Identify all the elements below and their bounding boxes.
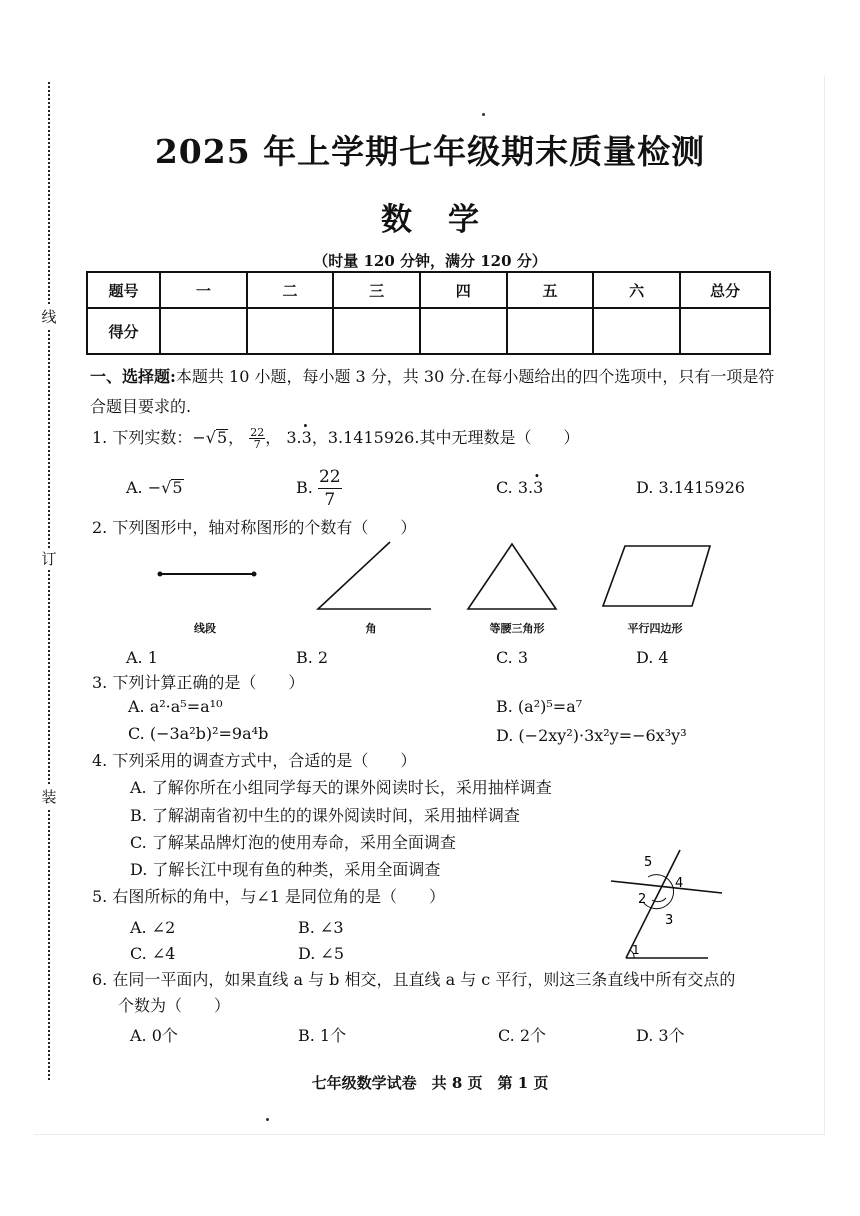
q5-option-d[interactable]: D. ∠5 bbox=[298, 944, 345, 963]
q3-option-d[interactable]: D. (−2xy²)·3x²y=−6x³y³ bbox=[496, 726, 687, 745]
q3-option-a[interactable]: A. a²·a⁵=a¹⁰ bbox=[128, 697, 223, 716]
figure-label-angle: 角 bbox=[365, 622, 377, 635]
q6-option-c[interactable]: C. 2个 bbox=[498, 1026, 547, 1045]
score-table bbox=[86, 271, 771, 355]
binding-mark-order: 订 bbox=[41, 550, 57, 568]
question-5-stem: 5. 右图所标的角中，与∠1 是同位角的是（ ） bbox=[92, 887, 446, 906]
angle-label-5: 5 bbox=[644, 855, 653, 870]
q2-option-b[interactable]: B. 2 bbox=[296, 648, 329, 667]
question-1-prefix: 下列实数： bbox=[112, 428, 193, 447]
exam-time-note: （时量 120 分钟，满分 120 分） bbox=[313, 252, 547, 270]
q6-option-b[interactable]: B. 1个 bbox=[298, 1026, 347, 1045]
question-1-stem: 1. 下列实数：−√5， $\frac{22}{7}$ ， 3.· 3，3.1415926.其中无理数是（ ） bbox=[92, 426, 579, 450]
section-1-heading: 一、选择题: bbox=[90, 367, 176, 386]
score-cell[interactable] bbox=[160, 308, 247, 354]
section-1-text: 本题共 10 小题，每小题 3 分，共 30 分.在每小题给出的四个选项中，只有一项是符合题目要求的. bbox=[90, 367, 775, 416]
angle-figure bbox=[318, 542, 431, 609]
q5-option-c[interactable]: C. ∠4 bbox=[130, 944, 176, 963]
score-col-6: 六 bbox=[593, 272, 680, 308]
q1-item-repeating: 3.· 3 bbox=[286, 428, 311, 447]
exam-subject: 数学 bbox=[381, 202, 515, 238]
q1-option-c[interactable]: C. 3.· 3 bbox=[496, 476, 543, 500]
score-col-4: 四 bbox=[420, 272, 507, 308]
figure-label-segment: 线段 bbox=[194, 622, 216, 635]
angle-label-2: 2 bbox=[638, 892, 647, 907]
q4-option-a[interactable]: A. 了解你所在小组同学每天的课外阅读时长，采用抽样调查 bbox=[130, 778, 552, 797]
q2-option-a[interactable]: A. 1 bbox=[126, 648, 158, 667]
q1-option-d[interactable]: D. 3.1415926 bbox=[636, 478, 745, 497]
angle-label-4: 4 bbox=[675, 876, 684, 891]
q2-figures bbox=[150, 536, 730, 616]
score-cell[interactable] bbox=[680, 308, 770, 354]
score-col-5: 五 bbox=[507, 272, 594, 308]
question-3-stem: 3. 下列计算正确的是（ ） bbox=[92, 673, 305, 692]
figure-label-parallelogram: 平行四边形 bbox=[627, 622, 683, 635]
scan-speck bbox=[266, 1118, 269, 1121]
q5-angle-figure bbox=[608, 846, 738, 961]
binding-mark-bind: 装 bbox=[41, 788, 57, 806]
score-col-total: 总分 bbox=[680, 272, 770, 308]
q2-option-d[interactable]: D. 4 bbox=[636, 648, 669, 667]
q4-option-b[interactable]: B. 了解湖南省初中生的的课外阅读时间，采用抽样调查 bbox=[130, 806, 520, 825]
score-cell[interactable] bbox=[420, 308, 507, 354]
score-cell[interactable] bbox=[333, 308, 420, 354]
q1-item-fraction: $\frac{22}{7}$ bbox=[250, 426, 265, 451]
score-cell[interactable] bbox=[507, 308, 594, 354]
question-2-stem: 2. 下列图形中，轴对称图形的个数有（ ） bbox=[92, 518, 417, 537]
angle-label-3: 3 bbox=[665, 913, 674, 928]
q4-option-c[interactable]: C. 了解某品牌灯泡的使用寿命，采用全面调查 bbox=[130, 833, 456, 852]
score-cell[interactable] bbox=[593, 308, 680, 354]
q3-option-b[interactable]: B. (a²)⁵=a⁷ bbox=[496, 697, 583, 716]
q1-item-pi-approx: 3.1415926 bbox=[327, 428, 415, 447]
isosceles-triangle-figure bbox=[468, 544, 556, 609]
scan-speck bbox=[482, 113, 485, 116]
score-cell[interactable] bbox=[247, 308, 334, 354]
binding-mark-line: 线 bbox=[41, 308, 57, 326]
score-table-header-number: 题号 bbox=[87, 272, 160, 308]
q6-option-a[interactable]: A. 0个 bbox=[130, 1026, 178, 1045]
parallelogram-figure bbox=[603, 546, 710, 606]
question-6-stem-line-2: 个数为（ ） bbox=[118, 996, 231, 1015]
score-col-2: 二 bbox=[247, 272, 334, 308]
q5-option-b[interactable]: B. ∠3 bbox=[298, 918, 344, 937]
q1-option-a[interactable]: A. −√5 bbox=[126, 478, 183, 497]
q1-option-b[interactable]: B. $\frac{22}{7}$ bbox=[296, 467, 341, 510]
q2-option-c[interactable]: C. 3 bbox=[496, 648, 529, 667]
score-col-3: 三 bbox=[333, 272, 420, 308]
angle-label-1: 1 bbox=[632, 943, 640, 957]
q1-item-radicand: 5 bbox=[216, 428, 228, 447]
question-4-stem: 4. 下列采用的调查方式中，合适的是（ ） bbox=[92, 751, 417, 770]
page-footer: 七年级数学试卷 共 8 页 第 1 页 bbox=[311, 1074, 549, 1092]
q3-option-c[interactable]: C. (−3a²b)²=9a⁴b bbox=[128, 724, 269, 743]
question-1-suffix: .其中无理数是（ ） bbox=[414, 428, 580, 447]
figure-label-isosceles-triangle: 等腰三角形 bbox=[489, 622, 545, 635]
q5-option-a[interactable]: A. ∠2 bbox=[130, 918, 176, 937]
q6-option-d[interactable]: D. 3个 bbox=[636, 1026, 685, 1045]
score-table-header-score: 得分 bbox=[87, 308, 160, 354]
question-number: 1. bbox=[92, 428, 108, 447]
q4-option-d[interactable]: D. 了解长江中现有鱼的种类，采用全面调查 bbox=[130, 860, 441, 879]
q1-item-neg-sqrt5: −√5 bbox=[192, 428, 228, 447]
question-6-stem-line-1: 6. 在同一平面内，如果直线 a 与 b 相交，且直线 a 与 c 平行，则这三条直线中所有交点的 bbox=[92, 970, 736, 989]
section-1-instructions bbox=[90, 362, 780, 422]
score-col-1: 一 bbox=[160, 272, 247, 308]
segment-figure bbox=[158, 572, 257, 577]
exam-title: 2025 年上学期七年级期末质量检测 bbox=[154, 132, 706, 171]
